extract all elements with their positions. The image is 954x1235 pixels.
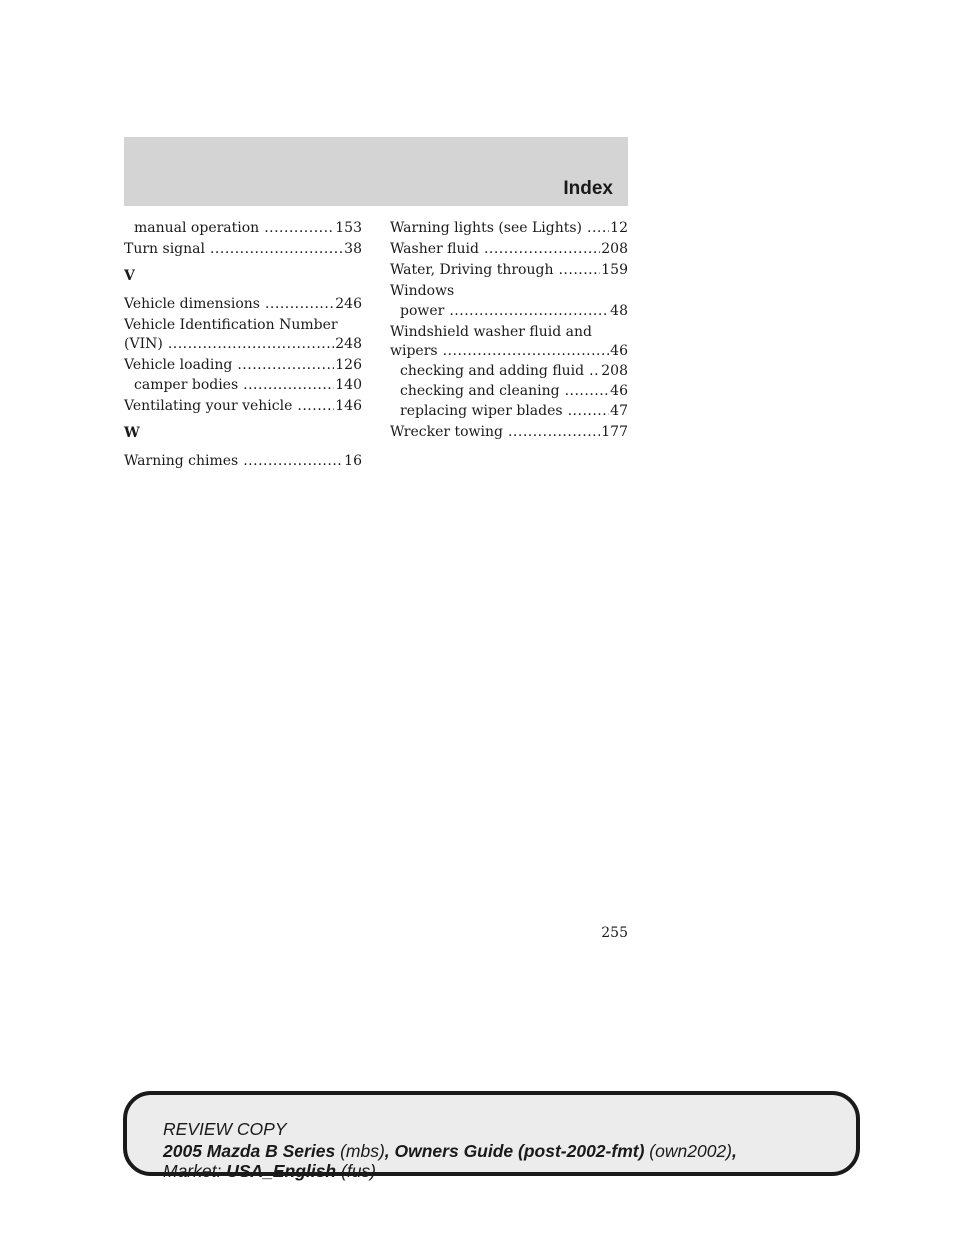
index-term: power — [400, 303, 445, 319]
index-entry — [124, 398, 362, 415]
index-term: manual operation — [134, 220, 260, 236]
index-term: wipers — [390, 343, 438, 359]
index-heading: Windshield washer fluid and — [390, 324, 592, 340]
index-entry — [124, 241, 362, 258]
dot-leader — [265, 296, 334, 313]
index-entry — [124, 220, 362, 237]
index-entry — [390, 403, 628, 420]
vehicle-code: (mbs) — [340, 1141, 385, 1161]
dot-leader — [449, 303, 609, 320]
separator: , — [384, 1141, 395, 1161]
dot-leader — [589, 363, 600, 380]
index-page-ref: 153 — [335, 220, 362, 236]
index-header-band — [124, 137, 628, 206]
index-page-ref: 46 — [610, 343, 628, 359]
index-page-ref: 46 — [610, 383, 628, 399]
dot-leader — [565, 383, 610, 400]
index-term: replacing wiper blades — [400, 403, 563, 419]
dot-leader — [508, 424, 600, 441]
guide-code: (own2002) — [649, 1141, 732, 1161]
index-section-letter: V — [124, 268, 135, 284]
dot-leader — [558, 262, 600, 279]
index-page-ref: 48 — [610, 303, 628, 319]
index-entry — [124, 336, 362, 353]
index-page-ref: 126 — [335, 357, 362, 373]
guide-name: Owners Guide (post-2002-fmt) — [394, 1141, 645, 1161]
index-column-right — [390, 220, 628, 441]
index-page-ref: 208 — [601, 241, 628, 257]
vehicle-name: 2005 Mazda B Series — [163, 1141, 336, 1161]
document-info-line — [163, 1141, 737, 1162]
index-entry — [390, 262, 628, 279]
index-page-ref: 159 — [601, 262, 628, 278]
index-entry — [390, 363, 628, 380]
index-column-left — [124, 220, 362, 470]
dot-leader — [168, 336, 334, 353]
index-heading: Windows — [390, 283, 455, 299]
dot-leader — [237, 357, 334, 374]
market-info-line — [163, 1161, 376, 1182]
index-entry — [390, 303, 628, 320]
dot-leader — [264, 220, 334, 237]
index-term: Wrecker towing — [390, 424, 503, 440]
dot-leader — [484, 241, 600, 258]
index-page-ref: 177 — [601, 424, 628, 440]
index-page-ref: 248 — [335, 336, 362, 352]
index-page-ref: 38 — [344, 241, 362, 257]
index-entry — [390, 343, 628, 360]
index-term: checking and adding fluid — [400, 363, 585, 379]
dot-leader — [243, 377, 334, 394]
dot-leader — [210, 241, 343, 258]
index-term: (VIN) — [124, 336, 163, 352]
index-page-ref: 140 — [335, 377, 362, 393]
index-page-ref: 47 — [610, 403, 628, 419]
index-entry — [390, 383, 628, 400]
dot-leader — [297, 398, 334, 415]
index-term: camper bodies — [134, 377, 239, 393]
review-copy-label: REVIEW COPY — [163, 1119, 287, 1139]
index-term: Vehicle loading — [124, 357, 233, 373]
index-term: Water, Driving through — [390, 262, 554, 278]
dot-leader — [443, 343, 610, 360]
index-term: Warning chimes — [124, 453, 239, 469]
index-page-ref: 16 — [344, 453, 362, 469]
index-entry — [124, 453, 362, 470]
index-page-ref: 208 — [601, 363, 628, 379]
market-code: (fus) — [341, 1161, 376, 1181]
page-title: Index — [563, 178, 613, 199]
market-label: Market: — [163, 1161, 222, 1181]
dot-leader — [568, 403, 610, 420]
market-name: USA_English — [226, 1161, 337, 1181]
index-entry — [124, 296, 362, 313]
index-entry — [390, 424, 628, 441]
index-page-ref: 146 — [335, 398, 362, 414]
index-page-ref: 12 — [610, 220, 628, 236]
index-heading: Vehicle Identification Number — [124, 317, 338, 333]
index-entry — [124, 377, 362, 394]
index-term: Washer fluid — [390, 241, 479, 257]
dot-leader — [243, 453, 343, 470]
index-term: Vehicle dimensions — [124, 296, 260, 312]
index-page-ref: 246 — [335, 296, 362, 312]
index-section-letter: W — [124, 425, 140, 441]
index-term: checking and cleaning — [400, 383, 560, 399]
index-entry — [390, 241, 628, 258]
index-term: Turn signal — [124, 241, 205, 257]
index-entry — [124, 357, 362, 374]
index-term: Ventilating your vehicle — [124, 398, 293, 414]
dot-leader — [587, 220, 609, 237]
index-term: Warning lights (see Lights) — [390, 220, 583, 236]
page-number: 255 — [601, 925, 628, 941]
review-copy-box — [123, 1091, 860, 1181]
separator: , — [732, 1141, 737, 1161]
index-entry — [390, 220, 628, 237]
